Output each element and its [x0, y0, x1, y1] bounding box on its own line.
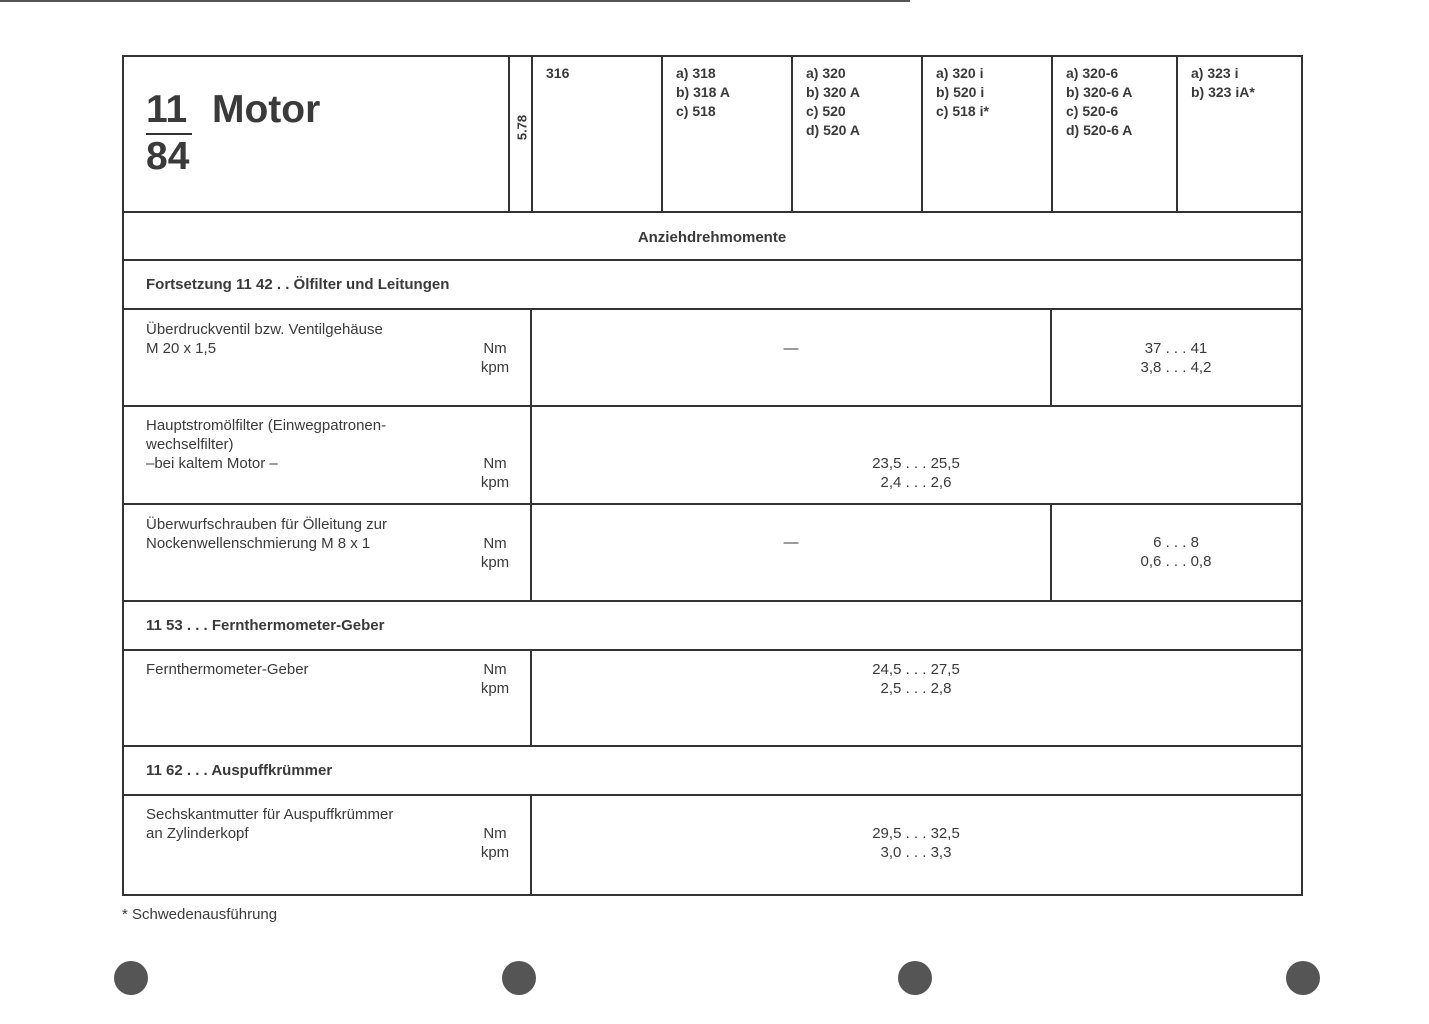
row-units — [472, 339, 518, 377]
model-column — [1066, 64, 1132, 140]
row-label-line: an Zylinderkopf — [146, 825, 249, 842]
value-nm: 6 . . . 8 — [1153, 534, 1199, 551]
model-entry: b) 320 A — [806, 84, 860, 100]
model-entry: a) 320 i — [936, 65, 984, 81]
section-header: 11 53 . . . Fernthermometer-Geber — [146, 617, 385, 634]
table-border-top — [122, 55, 1303, 57]
model-entry: a) 318 — [676, 65, 716, 81]
row-label-line: Überdruckventil bzw. Ventilgehäuse — [146, 321, 383, 338]
unit-nm: Nm — [483, 455, 507, 472]
model-entry: a) 320-6 — [1066, 65, 1119, 81]
header-divider — [508, 55, 510, 212]
model-column — [546, 64, 569, 83]
punch-hole-icon — [898, 961, 932, 995]
row-units — [472, 660, 518, 698]
section-header: Fortsetzung 11 42 . . Ölfilter und Leitungen — [146, 276, 450, 293]
value-kpm: 3,8 . . . 4,2 — [1140, 359, 1212, 376]
unit-nm: Nm — [483, 535, 507, 552]
model-column — [1191, 64, 1255, 102]
table-border-bottom — [122, 894, 1303, 896]
row-label-line: M 20 x 1,5 — [146, 340, 217, 357]
row-units — [472, 824, 518, 862]
punch-hole-icon — [114, 961, 148, 995]
torque-value — [1051, 533, 1301, 571]
value-kpm: 3,0 . . . 3,3 — [880, 844, 952, 861]
model-entry: c) 520-6 — [1066, 103, 1119, 119]
row-label-line: Hauptstromölfilter (Einwegpatronen- — [146, 417, 387, 434]
unit-kpm: kpm — [480, 474, 510, 491]
torque-value — [1051, 339, 1301, 377]
row-label-line: Überwurfschrauben für Ölleitung zur — [146, 516, 387, 533]
value-kpm: 2,5 . . . 2,8 — [880, 680, 952, 697]
row-label-line: Sechskantmutter für Auspuffkrümmer — [146, 806, 394, 823]
group-number-bottom: 84 — [146, 135, 190, 178]
model-entry: 316 — [546, 65, 570, 81]
footnote: * Schwedenausführung — [122, 906, 278, 923]
model-column — [676, 64, 730, 121]
row-divider — [122, 600, 1303, 602]
value-kpm: 2,4 . . . 2,6 — [880, 474, 952, 491]
model-column — [806, 64, 860, 140]
row-label-line: Nockenwellenschmierung M 8 x 1 — [146, 535, 371, 552]
model-entry: d) 520 A — [806, 122, 860, 138]
model-entry: a) 320 — [806, 65, 846, 81]
model-entry: a) 323 i — [1191, 65, 1239, 81]
row-divider — [122, 259, 1303, 261]
unit-nm: Nm — [483, 340, 507, 357]
row-units — [472, 454, 518, 492]
group-number — [146, 90, 206, 177]
value-not-applicable: — — [783, 340, 799, 357]
punch-hole-icon — [1286, 961, 1320, 995]
row-divider — [122, 794, 1303, 796]
punch-hole-icon — [502, 961, 536, 995]
group-number-top: 11 — [146, 88, 188, 131]
model-entry: c) 520 — [806, 103, 846, 119]
header-divider — [1051, 55, 1053, 212]
row-label — [146, 660, 309, 679]
issue-date: 5.78 — [514, 114, 530, 141]
model-entry: b) 318 A — [676, 84, 730, 100]
row-label — [146, 320, 383, 358]
unit-kpm: kpm — [480, 680, 510, 697]
unit-nm: Nm — [483, 825, 507, 842]
table-border-left — [122, 55, 124, 895]
torque-value — [531, 660, 1301, 698]
row-label — [146, 515, 387, 553]
header-divider — [921, 55, 923, 212]
unit-nm: Nm — [483, 661, 507, 678]
header-divider — [791, 55, 793, 212]
header-divider — [531, 55, 533, 212]
page-title: Motor — [212, 88, 321, 131]
model-entry: b) 323 iA* — [1191, 84, 1255, 100]
model-column — [936, 64, 989, 121]
row-label — [146, 805, 393, 843]
value-nm: 37 . . . 41 — [1144, 340, 1208, 357]
row-label-line: Fernthermometer-Geber — [146, 661, 309, 678]
model-entry: c) 518 i* — [936, 103, 989, 119]
section-header: 11 62 . . . Auspuffkrümmer — [146, 762, 333, 779]
row-label — [146, 416, 386, 473]
unit-kpm: kpm — [480, 844, 510, 861]
header-divider — [1176, 55, 1178, 212]
value-nm: 24,5 . . . 27,5 — [872, 661, 960, 678]
model-entry: b) 520 i — [936, 84, 985, 100]
unit-kpm: kpm — [480, 554, 510, 571]
table-border-right — [1301, 55, 1303, 895]
row-divider — [122, 649, 1303, 651]
row-divider — [122, 308, 1303, 310]
row-divider — [122, 503, 1303, 505]
row-units — [472, 534, 518, 572]
value-nm: 29,5 . . . 32,5 — [872, 825, 960, 842]
row-divider — [122, 405, 1303, 407]
row-label-line: –bei kaltem Motor – — [146, 455, 278, 472]
model-entry: c) 518 — [676, 103, 716, 119]
table-caption: Anziehdrehmomente — [637, 229, 787, 246]
model-entry: b) 320-6 A — [1066, 84, 1133, 100]
model-entry: d) 520-6 A — [1066, 122, 1133, 138]
row-divider — [122, 745, 1303, 747]
value-kpm: 0,6 . . . 0,8 — [1140, 553, 1212, 570]
torque-value — [531, 454, 1301, 492]
value-nm: 23,5 . . . 25,5 — [872, 455, 960, 472]
unit-kpm: kpm — [480, 359, 510, 376]
page-top-edge — [0, 0, 910, 2]
row-divider — [122, 211, 1303, 213]
value-not-applicable: — — [783, 534, 799, 551]
header-divider — [661, 55, 663, 212]
torque-value — [531, 824, 1301, 862]
row-label-line: wechselfilter) — [146, 436, 234, 453]
